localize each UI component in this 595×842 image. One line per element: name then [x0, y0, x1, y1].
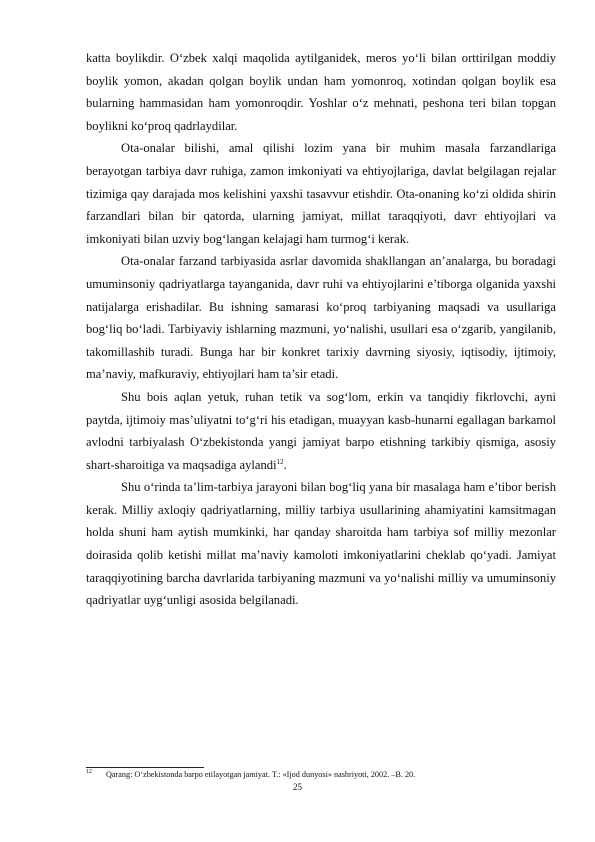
paragraph-2-text: Ota-onalar bilishi, amal qilishi lozim yana bir muhim masala farzandlariga berayotgan tarbiya davr ruhiga, zamon imkoniyati va ehtiyojlariga, davlat belgilagan rejalar tizimiga qay darajada mos kelishini yaxshi tasavvur etishdir. Ota-onaning ko‘zi oldida shirin farzandlari bilan bir qatorda, ularning jamiyat, millat taraqqiyoti, davr ehtiyojlari va imkoniyati bilan uzviy bog‘langan kelajagi ham turmog‘i kerak.	[86, 141, 556, 246]
page-number: 25	[293, 782, 302, 792]
footnote-reference[interactable]: 12	[276, 457, 284, 466]
footnote-text: Qarang: O‘zbekistonda barpo etilayotgan jamiyat. T.: «Ijod dunyosi» nashriyoti, 2002. –B. 20.	[106, 770, 416, 779]
paragraph-3-text: Ota-onalar farzand tarbiyasida asrlar davomida shakllangan an’analarga, bu boradagi umuminsoniy qadriyatlarga tayanganida, davr ruhi va ehtiyojlarini e’tiborga olganida yaxshi natijalarga erishadilar. Bu ishning samarasi ko‘proq tarbiyaning maqsadi va usullariga bog‘liq bo‘ladi. Tarbiyaviy ishlarning mazmuni, yo‘nalishi, usullari esa o‘zgarib, yangilanib, takomillashib turadi. Bunga har bir konkret tarixiy davrning siyosiy, iqtisodiy, ijtimoiy, ma’naviy, mafkuraviy, ehtiyojlari ham ta’sir etadi.	[86, 254, 556, 382]
paragraph-1-text: katta boylikdir. O‘zbek xalqi maqolida aytilganidek, meros yo‘li bilan orttirilgan moddiy boylik yomon, akadan qolgan boylik undan ham yomonroq, xotindan qolgan boylik esa bularning hammasidan ham yomonroqdir. Yoshlar o‘z mehnati, peshona teri bilan topgan boylikni ko‘proq qadrlaydilar.	[86, 51, 556, 133]
footnote: 12 Qarang: O‘zbekistonda barpo etilayotgan jamiyat. T.: «Ijod dunyosi» nashriyoti, 2002. –B. 20.	[86, 769, 416, 779]
paragraph-5-text: Shu o‘rinda ta’lim-tarbiya jarayoni bilan bog‘liq yana bir masalaga ham e’tibor berish kerak. Milliy axloqiy qadriyatlarning, milliy tarbiya usullarining ahamiyatini kamsitmagan holda shuni ham aytish mumkinki, har qanday sharoitda ham tarbiya sof milliy mezonlar doirasida qolib ketishi millat ma’naviy kamoloti imkoniyatlarini cheklab qo‘yadi. Jamiyat taraqqiyotining barcha davrlarida tarbiyaning mazmuni va yo‘nalishi milliy va umuminsoniy qadriyatlar uyg‘unligi asosida belgilanadi.	[86, 480, 556, 608]
paragraph-4-text: Shu bois aqlan yetuk, ruhan tetik va sog‘lom, erkin va tanqidiy fikrlovchi, ayni paytda, ijtimoiy mas’uliyatni to‘g‘ri his etadigan, muayyan kasb-hunarni egallagan barkamol avlodni tarbiyalash O‘zbekistonda yangi jamiyat barpo etishning tarkibiy qismiga, asosiy shart-sharoitiga va maqsadiga aylandi	[86, 389, 556, 472]
body-text	[86, 47, 556, 612]
paragraph-3	[86, 250, 556, 386]
paragraph-5	[86, 476, 556, 612]
paragraph-1	[86, 47, 556, 137]
footnote-divider	[86, 767, 204, 768]
paragraph-4-tail: .	[283, 457, 287, 472]
paragraph-4	[86, 386, 556, 476]
paragraph-2	[86, 137, 556, 250]
